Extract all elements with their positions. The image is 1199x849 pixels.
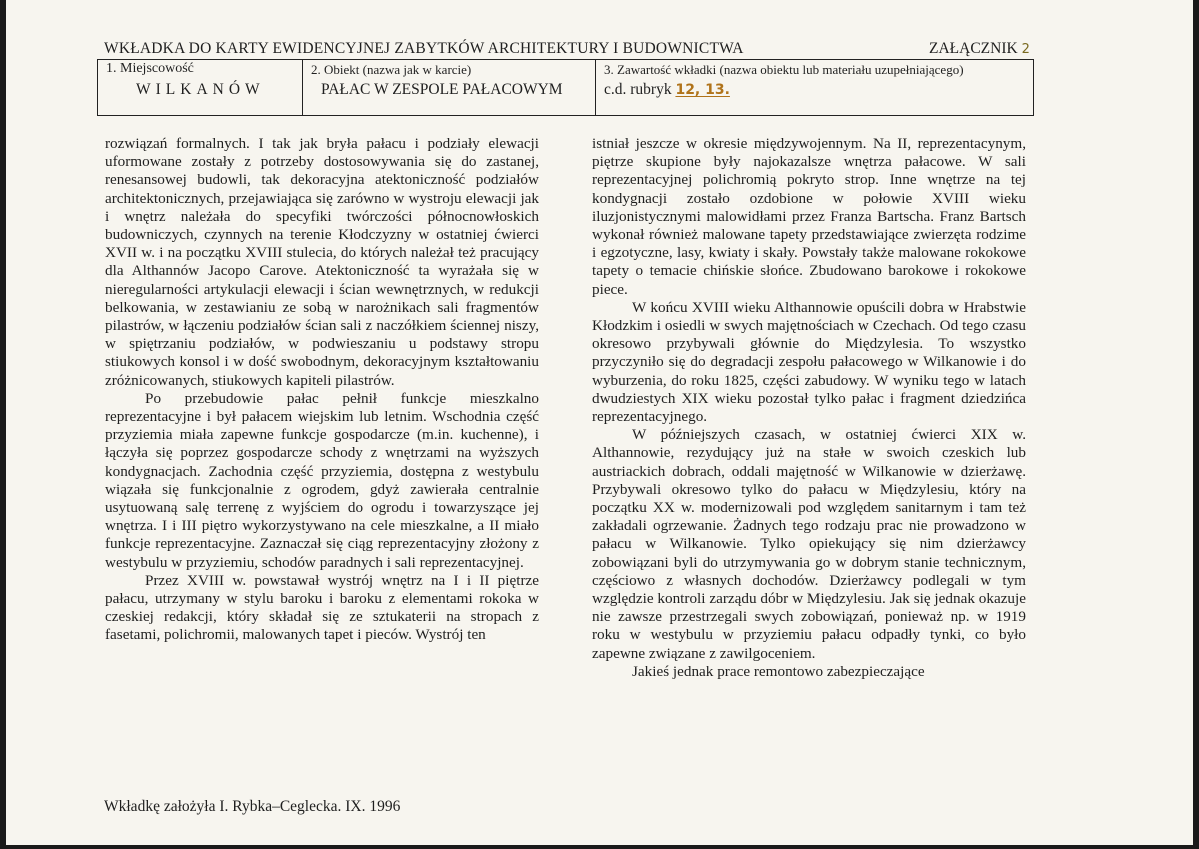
document-title: WKŁADKA DO KARTY EWIDENCYJNEJ ZABYTKÓW ARCHITEKTURY I BUDOWNICTWA (104, 40, 744, 57)
right-paragraph: Jakieś jednak prace remontowo zabezpieczające (632, 662, 925, 680)
right-text-column (592, 135, 1026, 681)
left-paragraph: rozwiązań formalnych. I tak jak bryła pałacu i podziały elewacji uformowane zostały z potrzeby dostosowywania się do zastanej, renesansowej budowli, tak dekoracyjna atektoniczność podziałów architektonicznych, przejawiająca się zarówno w wystroju elewacji jak i wnętrz należała do specyfiki twórczości północnowłoskich budowniczych, czynnych na terenie Kłodczyzny w ostatniej ćwierci XVII w. i na początku XVIII stulecia, do których należał też pracujący dla Althannów Jacopo Carove. Atektoniczność ta wyrażała się w nieregularności artykulacji elewacji i ścian wewnętrznych, w redukcji belkowania, w zestawianiu ze sobą w narożnikach sali fragmentów pilastrów, w łączeniu podziałów ścian sali z naczółkiem ściennej niszy, w spiętrzaniu podziałów, w podwieszaniu u podstawy stropu stiukowych konsol i w dość swobodnym, dekoracyjnym kształtowaniu zróżnicowanych, stiukowych kapiteli pilastrów. (105, 135, 539, 389)
object-label: 2. Obiekt (nazwa jak w karcie) (311, 62, 472, 77)
annex-label-wrapper (929, 40, 1030, 58)
locality-cell (98, 60, 302, 115)
locality-label: 1. Miejscowość (106, 61, 194, 76)
left-paragraph: Po przebudowie pałac pełnił funkcje mieszkalno reprezentacyjne i był pałacem wiejskim lub letnim. Wschodnia część przyziemia miała zapewne funkcje gospodarcze (m.in. kuchenne), i łączyła się poprzez gospodarcze schody z wnętrzami na wyższych kondygnacjach. Zachodnia część przyziemia, dostępna z westybulu wiązała się funkcjonalnie z ogrodem, gdyż zawierała centralnie usytuowaną salę terrenę z wyjściem do ogrodu i towarzyszące jej wnętrza. I i III piętro wykorzystywano na cele mieszkalne, a II miało funkcje reprezentacyjne. Zaznaczał się ciąg reprezentacyjny złożony z westybulu w przyziemiu, schodów paradnych i sali reprezentacyjnej. (105, 389, 539, 571)
content-value-prefix: c.d. rubryk (604, 81, 672, 98)
right-paragraph: W końcu XVIII wieku Althannowie opuścili dobra w Hrabstwie Kłodzkim i osiedli w swych majętnościach w Czechach. Od tego czasu okresowo przybywali głównie do Międzylesia. To wszystko przyczyniło się do degradacji zespołu pałacowego w Wilkanowie i do wyburzenia, do roku 1825, części zabudowy. W wyniku tego w latach dwudziestych XIX wieku pozostał tylko pałac i fragment dziedzińca reprezentacyjnego. (592, 298, 1026, 426)
content-value (604, 81, 730, 99)
left-paragraph: Przez XVIII w. powstawał wystrój wnętrz na I i II piętrze pałacu, utrzymany w stylu baroku i baroku z elementami rokoka w czeskiej redakcji, który składał się ze sztukaterii na stropach z fasetami, polichromii, malowanych tapet i pieców. Wystrój ten (105, 571, 539, 644)
content-cell (595, 60, 1033, 115)
scan-edge-right (1193, 0, 1199, 849)
right-paragraph: W późniejszych czasach, w ostatniej ćwierci XIX w. Althannowie, rezydujący już na stałe w swoich czeskich lub austriackich dobrach, oddali majętność w Wilkanowie w dzierżawę. Przybywali okresowo tylko do pałacu w Międzylesiu, który na początku XX w. modernizowali pod względem sanitarnym i tam też zakładali ogrzewanie. Żadnych tego rodzaju prac nie prowadzono w pałacu w Wilkanowie. Tylko opiekujący się nim dzierżawcy zobowiązani byli do utrzymywania go w dobrym stanie technicznym, częściowo z własnych dochodów. Dzierżawcy podlegali w tym względzie kontroli zarządu dóbr w Międzylesiu. Jak się jednak okazuje nie zawsze przestrzegali swych zobowiązań, ponieważ np. w 1919 roku w westybulu w przyziemiu pałacu odpadły tynki, co było zapewne związane z zawilgoceniem. (592, 426, 1026, 662)
footer-author-note: Wkładkę założyła I. Rybka–Ceglecka. IX. 1996 (104, 798, 401, 815)
scan-edge-left (0, 0, 6, 849)
scan-edge-bottom (0, 845, 1199, 849)
annex-label: ZAŁĄCZNIK (929, 40, 1018, 57)
content-label: 3. Zawartość wkładki (nazwa obiektu lub materiału uzupełniającego) (604, 62, 964, 77)
form-info-table (97, 59, 1034, 116)
object-value: PAŁAC W ZESPOLE PAŁACOWYM (321, 81, 563, 98)
locality-value: WILKANÓW (136, 81, 265, 98)
content-value-handwritten: 12, 13. (675, 82, 730, 98)
right-paragraph: istniał jeszcze w okresie międzywojennym. Na II, reprezentacynym, piętrze skupione były najokazalsze wnętrza pałacowe. W sali reprezentacyjnej polichromią pokryto strop. Inne wnętrze na tej kondygnacji zostało ozdobione w połowie XVIII wieku iluzjonistycznymi malowidłami przez Franza Bartscha. Franz Bartsch wykonał również malowane tapety przedstawiające zwierzęta rodzime i egzotyczne, lasy, kwiaty i skały. Powstały także malowane rokokowe tapety o temacie chińskie słońce. Zbudowano barokowe i rokokowe piece. (592, 135, 1026, 298)
object-cell (302, 60, 595, 115)
left-text-column (105, 135, 539, 645)
annex-number: 2 (1021, 42, 1030, 57)
